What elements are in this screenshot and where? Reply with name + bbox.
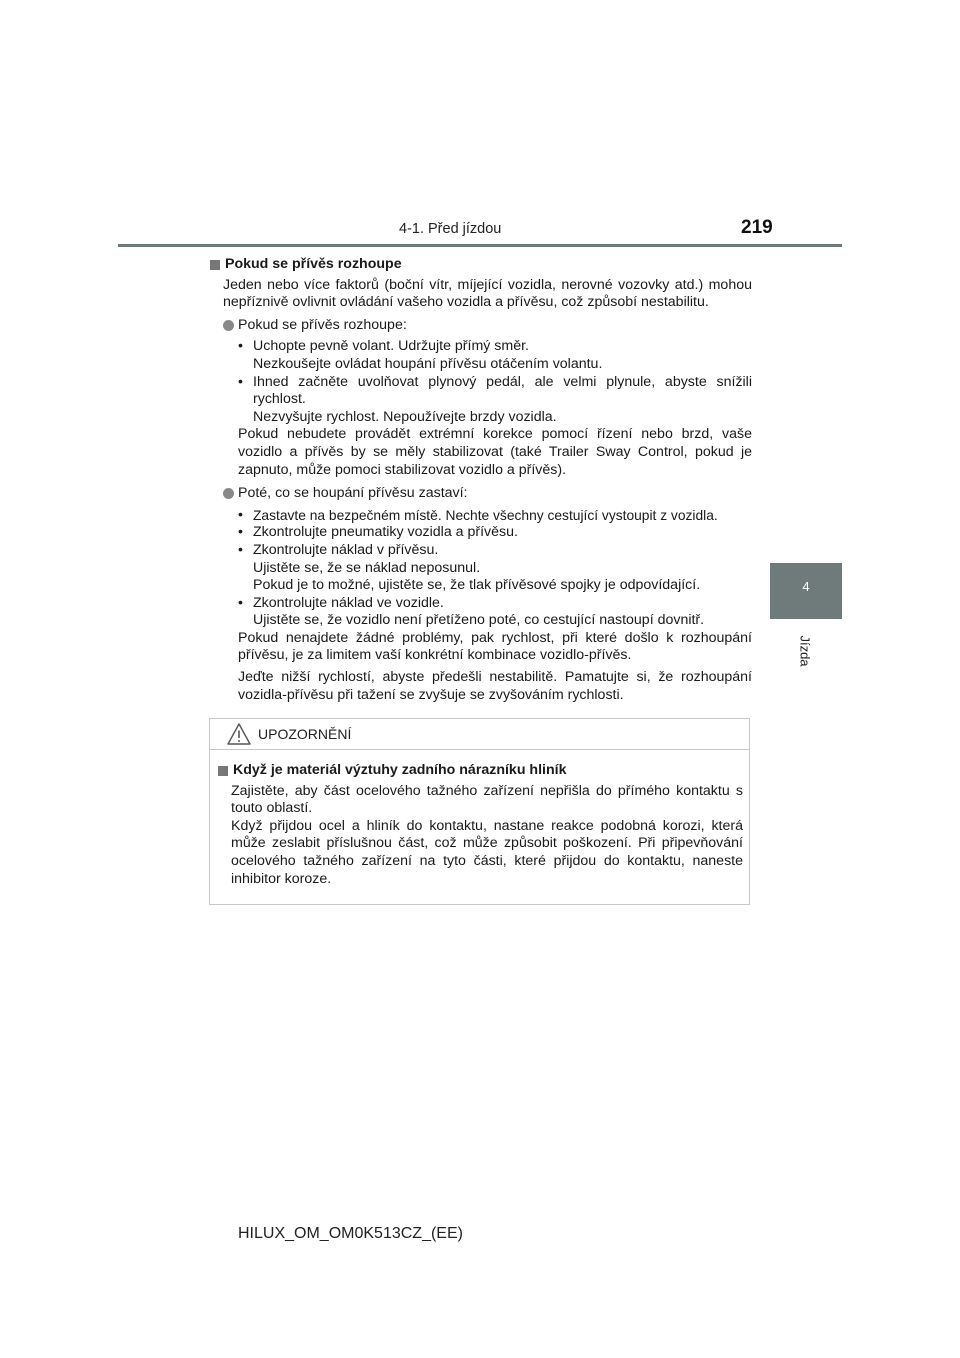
chapter-tab [770,563,842,619]
list-item-note: Pokud je to možné, ujistěte se, že tlak přívěsové spojky je odpovídající. [253,577,701,594]
bullet-title: Poté, co se houpání přívěsu zastaví: [238,485,468,502]
round-bullet-icon [223,320,234,331]
list-item-note: Ujistěte se, že vozidlo není přetíženo poté, co cestující nastoupí dovnitř. [253,612,705,629]
section-heading [208,256,752,274]
warning-header [210,719,749,750]
list-item-note: Nezkoušejte ovládat houpání přívěsu otáčením volantu. [253,355,603,372]
bullet-list [238,507,752,630]
warning-text: Zajistěte, aby část ocelového tažného zařízení nepřišla do přímého kontaktu s touto oblastí. Když přijdou ocel a hliník do kontaktu, nastane reakce podobná korozi, která může zeslabit příslušnou část, což může způsobit poškození. Při připevňování ocelového tažného zařízení na tyto části, které přijdou do kontaktu, naneste inhibitor koroze. [231,782,743,887]
list-item-text: Zkontrolujte pneumatiky vozidla a přívěsu. [253,524,518,541]
round-bullet-icon [223,488,234,499]
page-number: 219 [741,217,773,238]
dash-marker: • [238,373,243,390]
dash-marker: • [238,524,243,541]
chapter-label: Jízda [797,635,813,667]
list-item-text: Zastavte na bezpečném místě. Nechte všechny cestující vystoupit z vozidla. [253,507,718,523]
list-item-text: Zkontrolujte náklad v přívěsu. [253,541,439,558]
list-item-note: Ujistěte se, že se náklad neposunul. [253,559,481,576]
list-item-text: Uchopte pevně volant. Udržujte přímý směr. [253,338,529,355]
dash-marker: • [238,541,243,558]
square-bullet-icon [210,260,220,270]
heading-text: Pokud se přívěs rozhoupe [225,256,402,272]
warning-content [210,750,749,888]
intro-paragraph: Jeden nebo více faktorů (boční vítr, míjející vozidla, nerovné vozovky atd.) mohou nepříznivě ovlivnit ovládání vašeho vozidla a přívěsu, což způsobí nestabilitu. [223,276,752,311]
bullet-heading [223,317,752,335]
list-item [238,338,752,373]
square-bullet-icon [218,766,228,776]
list-item-note: Nezvyšujte rychlost. Nepoužívejte brzdy vozidla. [253,408,557,425]
section-title: 4-1. Před jízdou [399,221,502,237]
header-divider [118,244,842,247]
bullet-after-paragraph: Pokud nenajdete žádné problémy, pak rychlost, při které došlo k rozhoupání přívěsu, je za limitem vaší konkrétní kombinace vozidlo-přívěs. [238,629,752,664]
bullet-heading [223,485,752,503]
document-code: HILUX_OM_OM0K513CZ_(EE) [238,1225,463,1242]
dash-marker: • [238,506,243,523]
bullet-title: Pokud se přívěs rozhoupe: [238,316,407,333]
warning-triangle-icon [226,722,252,746]
warning-heading-text: Když je materiál výztuhy zadního nárazníku hliník [233,762,567,778]
warning-box [209,718,750,905]
list-item-text: Ihned začněte uvolňovat plynový pedál, ale velmi plynule, abyste snížili rychlost. [253,373,752,408]
chapter-number: 4 [802,579,810,594]
list-item [238,595,752,630]
bullet-after-paragraph: Pokud nebudete provádět extrémní korekce pomocí řízení nebo brzd, vaše vozidlo a přívěs by se měly stabilizovat (také Trailer Sway Control, pokud je zapnuto, může pomoci stabilizovat vozidlo a přívěs). [238,426,752,478]
warning-title: UPOZORNĚNÍ [258,726,352,742]
dash-marker: • [238,338,243,355]
list-item [238,542,752,595]
dash-marker: • [238,594,243,611]
bullet-after-paragraph: Jeďte nižší rychlostí, abyste předešli nestabilitě. Pamatujte si, že rozhoupání vozidla-přívěsu při tažení se zvyšuje se zvyšováním rychlosti. [238,669,752,703]
list-item [238,374,752,427]
list-item [238,507,752,525]
list-item [238,524,752,542]
list-item-text: Zkontrolujte náklad ve vozidle. [253,594,444,611]
warning-heading [216,762,743,780]
bullet-list [238,338,752,426]
main-content [208,256,752,704]
